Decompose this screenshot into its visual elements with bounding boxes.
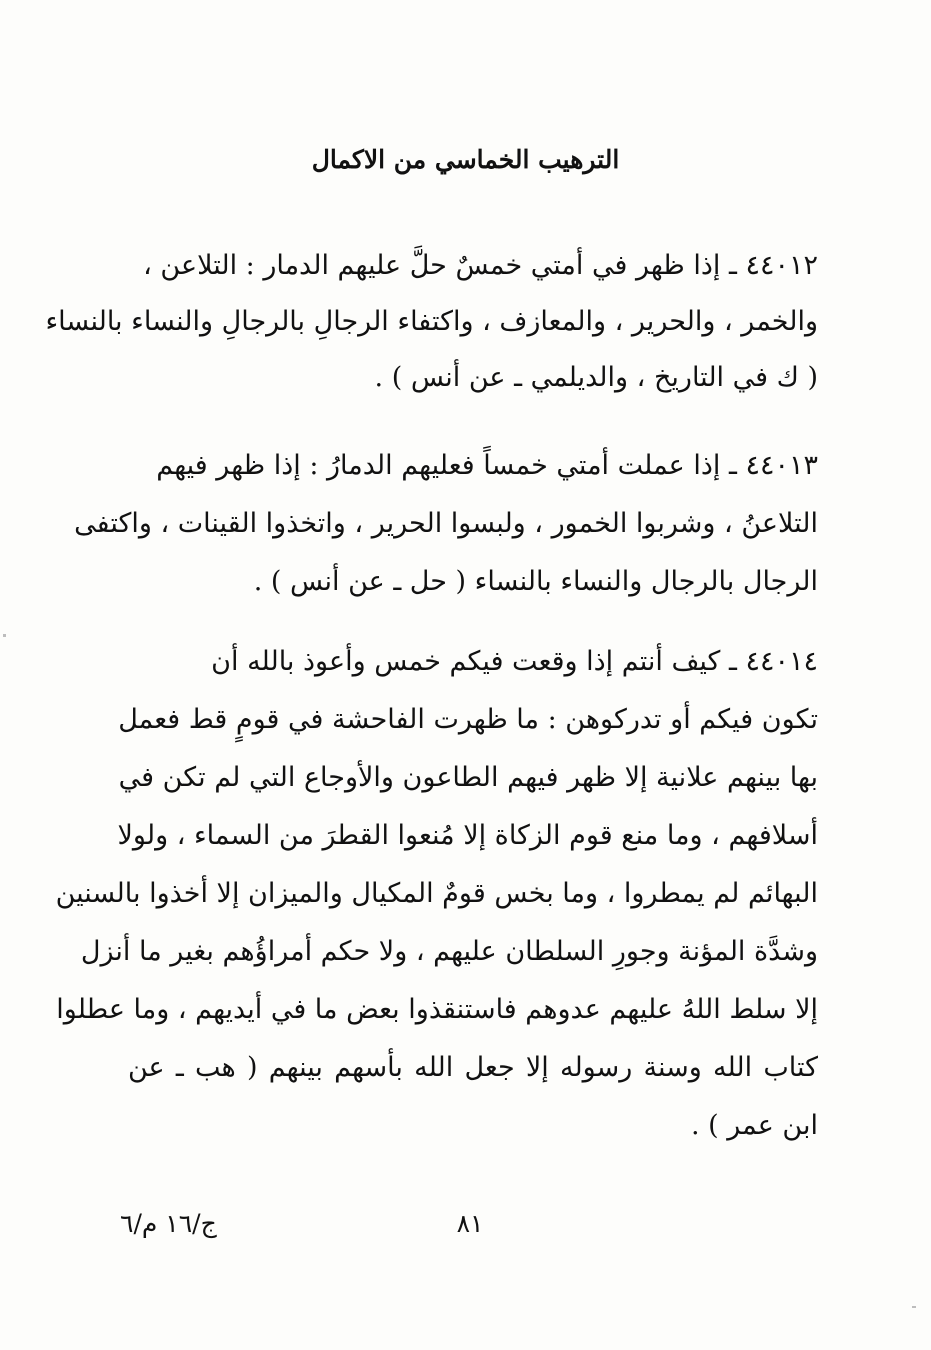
paragraph-line: ٤٤٠١٢ ـ إذا ظهر في أمتي خمسٌ حلَّ عليهم الدمار : التلاعن ، xyxy=(143,250,818,281)
paragraph-line: تكون فيكم أو تدركوهن : ما ظهرت الفاحشة في قومٍ قط فعمل xyxy=(118,704,818,735)
page-number: ٨١ xyxy=(456,1209,484,1238)
hadith-paragraph-44014 xyxy=(55,640,818,1160)
volume-reference: ج/١٦ م/٦ xyxy=(120,1209,217,1238)
scan-speck xyxy=(3,634,6,637)
hadith-paragraph-44013 xyxy=(74,444,818,604)
page-heading: الترهيب الخماسي من الاكمال xyxy=(311,145,620,174)
hadith-paragraph-44012 xyxy=(45,244,818,404)
paragraph-line: ٤٤٠١٤ ـ كيف أنتم إذا وقعت فيكم خمس وأعوذ بالله أن xyxy=(211,646,818,677)
paragraph-line: ( ك في التاريخ ، والديلمي ـ عن أنس ) . xyxy=(374,362,818,393)
scan-speck xyxy=(912,1306,916,1308)
paragraph-line: والخمر ، والحرير ، والمعازف ، واكتفاء الرجالِ بالرجالِ والنساء بالنساء xyxy=(45,306,818,337)
paragraph-line: أسلافهم ، وما منع قوم الزكاة إلا مُنعوا القطرَ من السماء ، ولولا xyxy=(117,820,818,851)
paragraph-line: وشدَّة المؤنة وجورِ السلطان عليهم ، ولا حكم أمراؤُهم بغير ما أنزل xyxy=(80,936,818,967)
paragraph-line: الرجال بالرجال والنساء بالنساء ( حل ـ عن أنس ) . xyxy=(253,566,818,597)
paragraph-line: ٤٤٠١٣ ـ إذا عملت أمتي خمساً فعليهم الدمارُ : إذا ظهر فيهم xyxy=(156,450,818,481)
paragraph-line: بها بينهم علانية إلا ظهر فيهم الطاعون والأوجاع التي لم تكن في xyxy=(118,762,818,793)
paragraph-line: البهائم لم يمطروا ، وما بخس قومٌ المكيال والميزان إلا أخذوا بالسنين xyxy=(55,878,818,909)
paragraph-line: إلا سلط اللهُ عليهم عدوهم فاستنقذوا بعض ما في أيديهم ، وما عطلوا xyxy=(56,994,818,1025)
paragraph-line: ابن عمر ) . xyxy=(690,1110,818,1141)
paragraph-line: التلاعنُ ، وشربوا الخمور ، ولبسوا الحرير ، واتخذوا القينات ، واكتفى xyxy=(74,508,818,539)
paragraph-line: كتاب الله وسنة رسوله إلا جعل الله بأسهم بينهم ( هب ـ عن xyxy=(128,1052,818,1083)
